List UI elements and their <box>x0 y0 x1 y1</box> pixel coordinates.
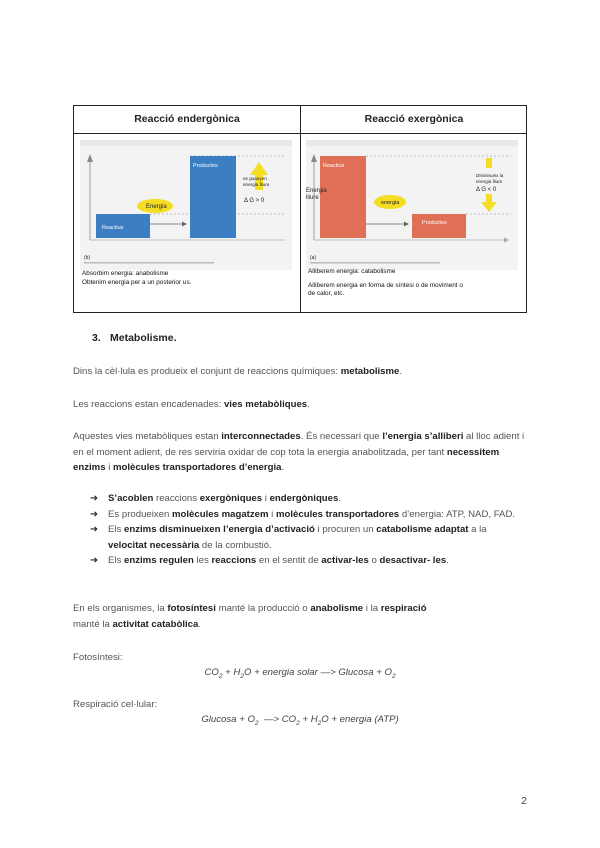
respiration-label: Respiració cel·lular: <box>73 699 158 710</box>
delta-g-positive: Δ G > 0 <box>244 198 265 204</box>
section-title: Metabolisme. <box>110 332 177 344</box>
products-bar <box>412 214 466 238</box>
photosynthesis-equation: $CO_2 + H_2O$ + energia solar —> $Glucosa + O_2$ <box>204 667 396 680</box>
arrow-bullet-icon: ➔ <box>90 524 99 535</box>
paragraph-metabolism: Dins la cèl·lula es produeix el conjunt de reaccions químiques: metabolisme. <box>73 366 403 377</box>
paragraph-organisms-line1: En els organismes, la fotosíntesi manté la producció o anabolisme i la respiració <box>73 603 427 614</box>
arrow-bullet-icon: ➔ <box>90 508 99 520</box>
section-heading <box>92 332 177 344</box>
products-label: Productes <box>422 220 447 226</box>
endergonic-diagram <box>80 140 292 270</box>
paragraph-interconnection: Aquestes vies metabòliques estan interconnectades. És necessari que l’energia s’alliberi al lloc adient i en el moment adient, de res serviria oxidar de cop tota la energia anabolitzada, per tant necessitem enzims i molècules transportadores d’energia. <box>73 431 525 473</box>
reactants-label: Reactius <box>323 163 345 169</box>
paragraph-organisms-line2: manté la activitat catabòlica. <box>73 619 201 630</box>
list-item: ➔ Els enzims regulen les reaccions en el sentit de activar-les o desactivar- les. <box>90 553 528 569</box>
list-item: ➔ Els enzims disminueixen l’energia d’activació i procuren un catabolisme adaptat a la velocitat necessària de la combustió. <box>90 524 487 551</box>
free-energy-axis-label: Energia lliure <box>306 188 327 201</box>
exergonic-diagram <box>306 140 518 270</box>
exergonic-caption <box>308 268 520 299</box>
section-number: 3. <box>92 332 101 344</box>
list-item: ➔ Es produeixen molècules magatzem i molècules transportadores d’energia: ATP, NAD, FAD. <box>90 507 528 523</box>
caption-line: Alliberem energia: catabolisme <box>308 268 396 275</box>
energy-label: Energia <box>146 204 167 210</box>
reaction-comparison-table <box>73 105 527 313</box>
delta-g-negative: Δ G < 0 <box>476 187 497 193</box>
photosynthesis-label: Fotosíntesi: <box>73 652 123 663</box>
page-number: 2 <box>521 795 527 807</box>
reactants-label: Reactius <box>102 225 124 231</box>
energy-decrease-note: Disminueix la energia lliure <box>476 173 504 184</box>
panel-tag-a: (a) <box>310 255 317 261</box>
products-label: Productes <box>193 163 218 169</box>
list-item: ➔ S’acoblen reaccions exergòniques i endergòniques. <box>90 491 528 507</box>
exergonic-header: Reacció exergònica <box>364 113 464 125</box>
table-divider-vertical <box>300 106 301 312</box>
energy-label: energia <box>381 200 400 206</box>
paragraph-pathways: Les reaccions estan encadenades: vies metabòliques. <box>73 399 310 410</box>
energy-gain-note: es guanyen energia lliure <box>243 176 270 187</box>
arrow-bullet-icon: ➔ <box>90 555 99 566</box>
table-divider-horizontal <box>74 133 526 134</box>
caption-line: Absorbim energia: anabolisme <box>82 270 169 277</box>
metabolism-bullet-list <box>90 491 528 569</box>
endergonic-caption <box>82 270 292 287</box>
caption-line: de calor, etc. <box>308 290 345 297</box>
endergonic-header: Reacció endergònica <box>134 113 240 125</box>
panel-tag-b: (b) <box>84 255 91 261</box>
caption-line: Alliberem energia en forma de síntesi o de moviment o <box>308 281 463 289</box>
respiration-equation: $Glucosa + O_2$ —> $CO_2 + H_2O$ + energia (ATP) <box>201 714 399 727</box>
arrow-bullet-icon: ➔ <box>90 493 99 504</box>
caption-line: Obtenim energia per a un posterior us. <box>82 278 192 286</box>
